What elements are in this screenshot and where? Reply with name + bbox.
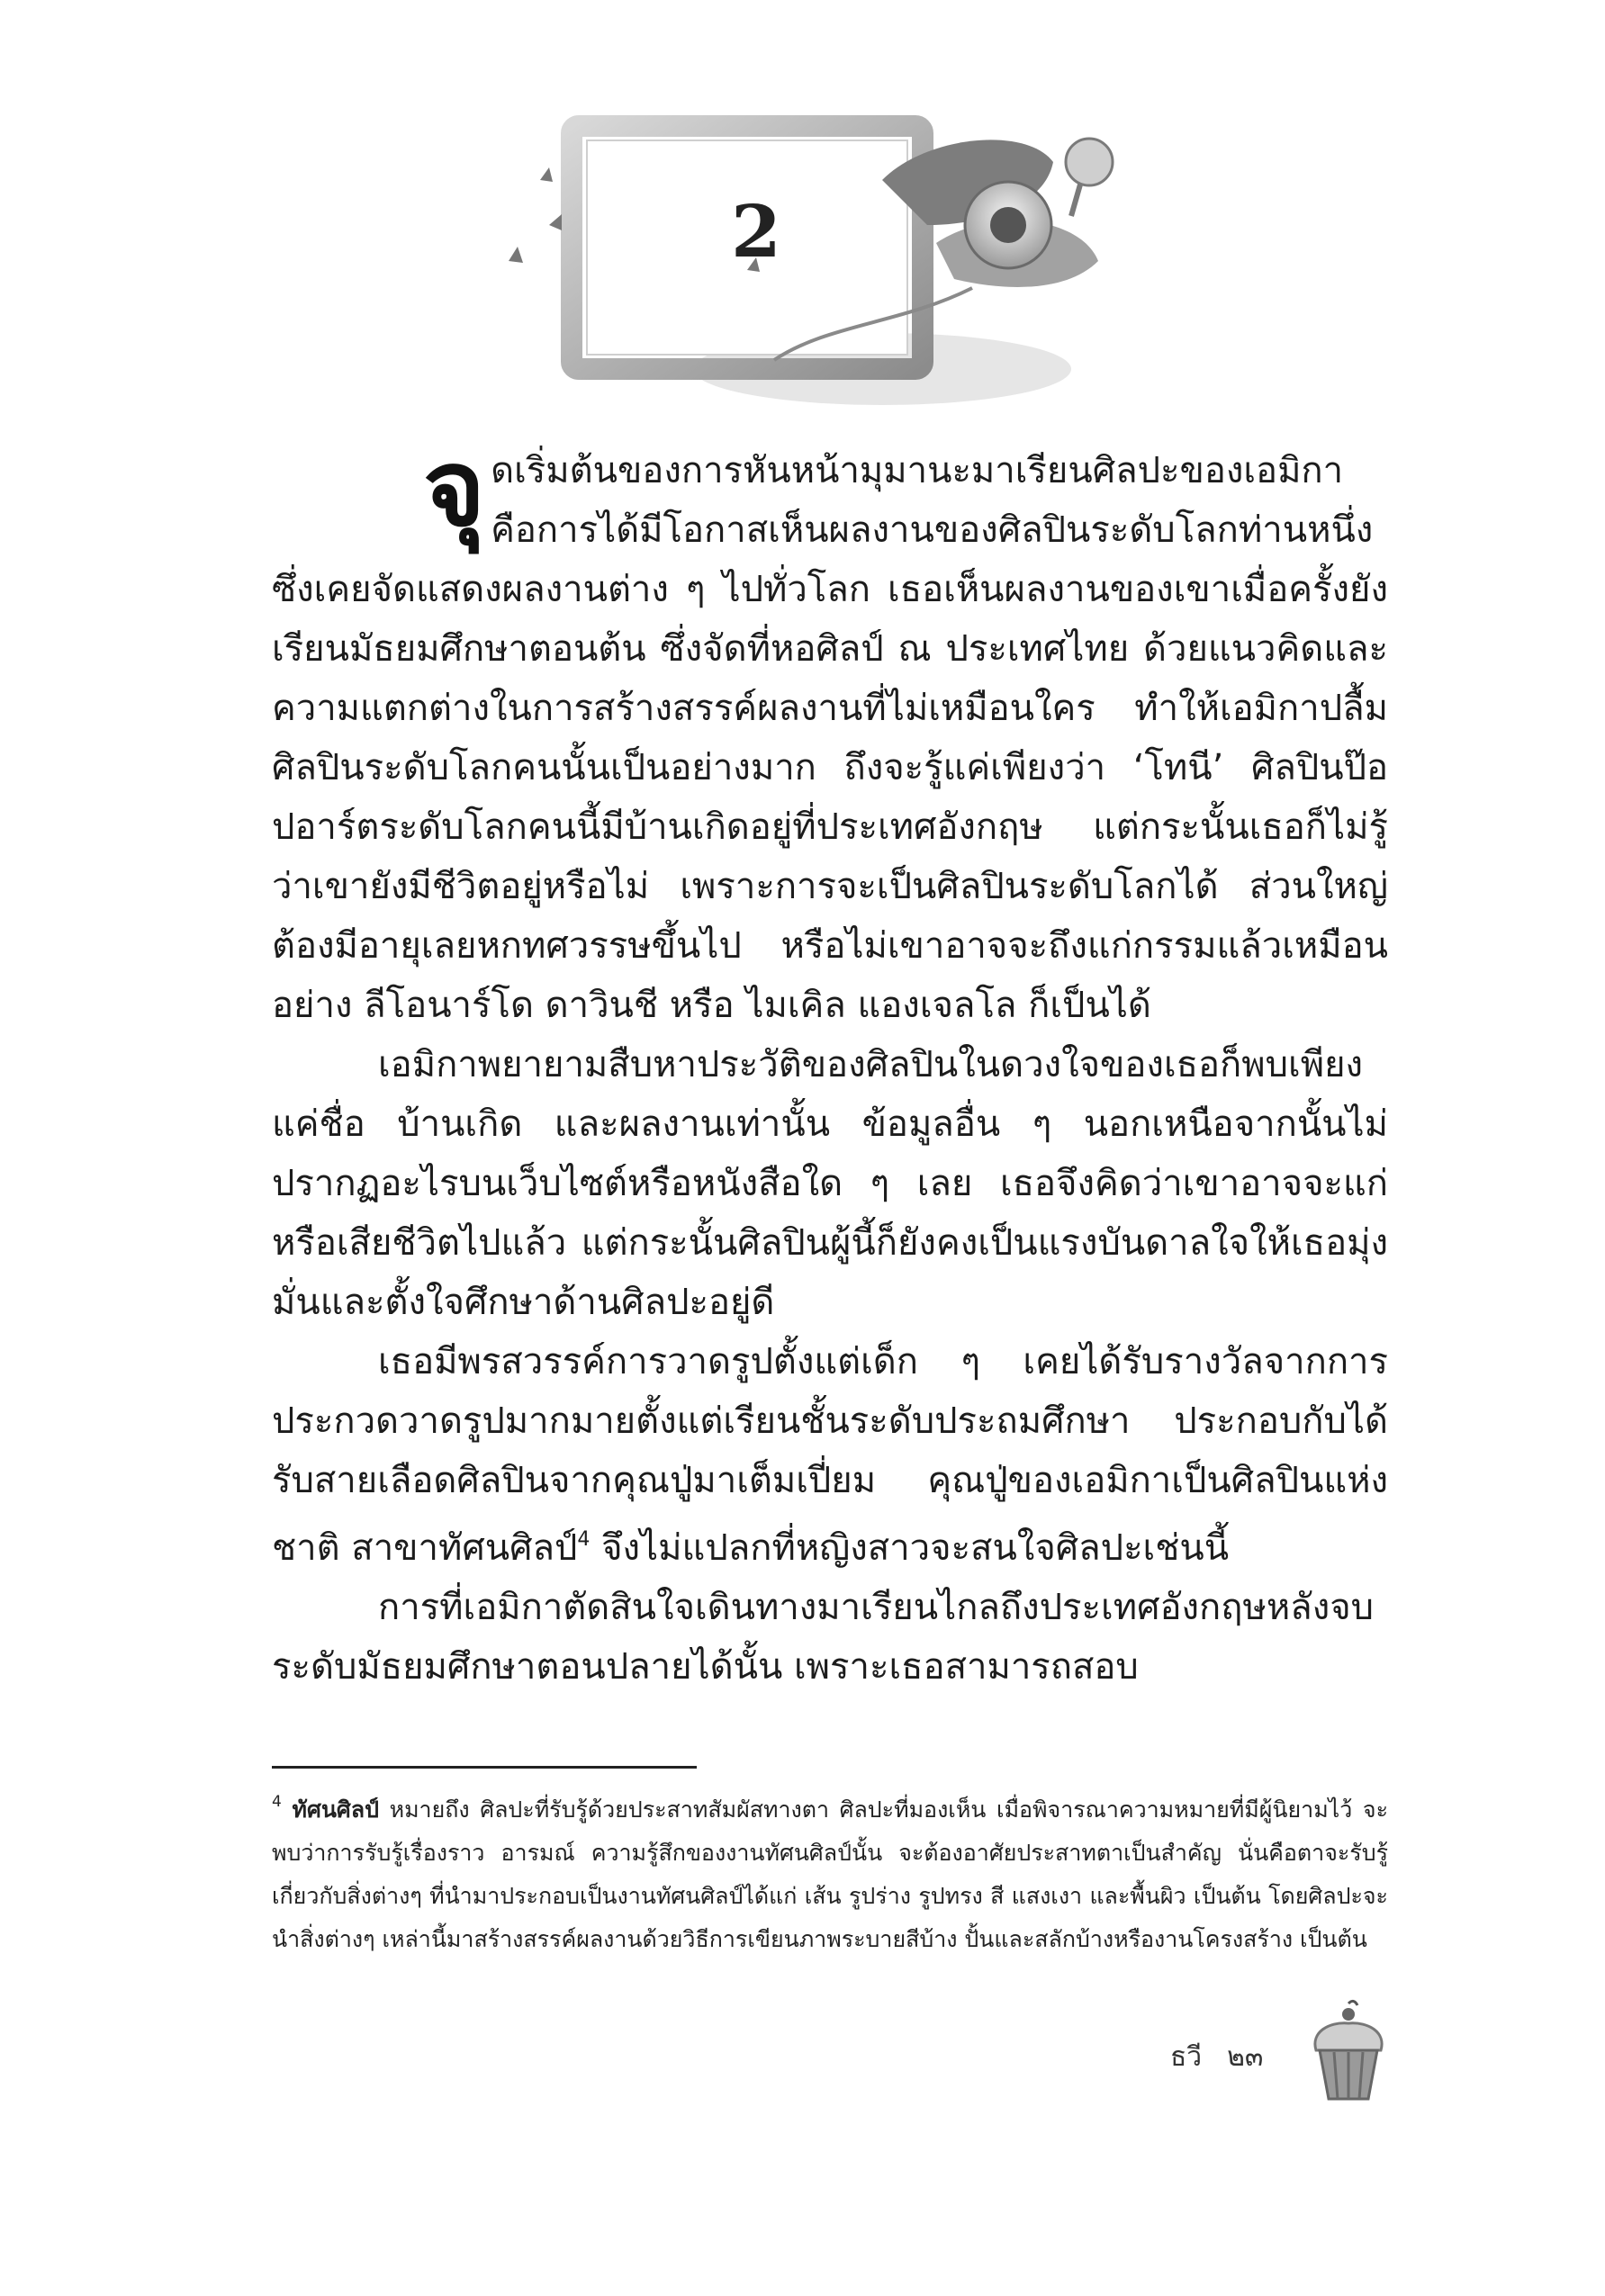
footnote: [272, 1780, 1388, 1961]
body-text: [272, 425, 1388, 1697]
paragraph-3: [272, 1332, 1388, 1578]
book-title: ธวี: [1170, 2040, 1203, 2073]
chapter-number: 2: [731, 189, 781, 274]
footnote-number: 4: [272, 1793, 282, 1811]
paragraph-4: การที่เอมิกาตัดสินใจเดินทางมาเรียนไกลถึงประเทศอังกฤษหลังจบระดับมัธยมศึกษาตอนปลายได้นั้น เพราะเธอสามารถสอบ: [272, 1587, 1375, 1688]
footnote-divider: [272, 1766, 697, 1769]
paragraph-1-text: ดเริ่มต้นของการหันหน้ามุมานะมาเรียนศิลปะของเอมิกาคือการได้มีโอกาสเห็นผลงานของศิลปินระดับโลกท่านหนึ่งซึ่งเคยจัดแสดงผลงานต่าง ๆ ไปทั่วโลก เธอเห็นผลงานของเขาเมื่อครั้งยังเรียนมัธยมศึกษาตอนต้น ซึ่งจัดที่หอศิลป์ ณ ประเทศไทย ด้วยแนวคิดและความแตกต่างในการสร้างสรรค์ผลงานที่ไม่เหมือนใคร ทำให้เอมิกาปลื้มศิลปินระดับโลกคนนั้นเป็นอย่างมาก ถึงจะรู้แค่เพียงว่า ‘โทนี’ ศิลปินป๊อปอาร์ตระดับโลกคนนี้มีบ้านเกิดอยู่ที่ประเทศอังกฤษ แต่กระนั้นเธอก็ไม่รู้ว่าเขายังมีชีวิตอยู่หรือไม่ เพราะการจะเป็นศิลปินระดับโลกได้ ส่วนใหญ่ต้องมีอายุเลยหกทศวรรษขึ้นไป หรือไม่เขาอาจจะถึงแก่กรรมแล้วเหมือนอย่าง ลีโอนาร์โด ดาวินชี หรือ ไมเคิล แองเจลโล ก็เป็นได้: [272, 450, 1388, 1026]
footnote-reference[interactable]: 4: [577, 1528, 591, 1551]
footnote-term: ทัศนศิลป์: [292, 1796, 379, 1823]
cupcake-icon: [1303, 1998, 1393, 2106]
page-number: ๒๓: [1227, 2040, 1264, 2073]
page-footer: [1170, 2030, 1263, 2084]
paragraph-1: [272, 425, 1388, 1035]
footnote-text: หมายถึง ศิลปะที่รับรู้ด้วยประสาทสัมผัสทางตา ศิลปะที่มองเห็น เมื่อพิจารณาความหมายที่มีผู้นิยามไว้ จะพบว่าการรับรู้เรื่องราว อารมณ์ ความรู้สึกของงานทัศนศิลป์นั้น จะต้องอาศัยประสาทตาเป็นสำคัญ นั่นคือตาจะรับรู้เกี่ยวกับสิ่งต่างๆ ที่นำมาประกอบเป็นงานทัศนศิลป์ได้แก่ เส้น รูปร่าง รูปทรง สี แสงเงา และพื้นผิว เป็นต้น โดยศิลปะจะนำสิ่งต่างๆ เหล่านี้มาสร้างสรรค์ผลงานด้วยวิธีการเขียนภาพระบายสีบ้าง ปั้นและสลักบ้างหรืองานโครงสร้าง เป็นต้น: [272, 1796, 1388, 1952]
paragraph-3-text-after: จึงไม่แปลกที่หญิงสาวจะสนใจศิลปะเช่นนี้: [590, 1527, 1230, 1569]
paragraph-3-text-before: เธอมีพรสวรรค์การวาดรูปตั้งแต่เด็ก ๆ เคยได้รับรางวัลจากการประกวดวาดรูปมากมายตั้งแต่เรียนชั้นระดับประถมศึกษา ประกอบกับได้รับสายเลือดศิลปินจากคุณปู่มาเต็มเปี่ยม คุณปู่ของเอมิกาเป็นศิลปินแห่งชาติ สาขาทัศนศิลป์: [272, 1341, 1388, 1569]
paragraph-2: เอมิกาพยายามสืบหาประวัติของศิลปินในดวงใจของเธอก็พบเพียงแค่ชื่อ บ้านเกิด และผลงานเท่านั้น ข้อมูลอื่น ๆ นอกเหนือจากนั้นไม่ปรากฏอะไรบนเว็บไซต์หรือหนังสือใด ๆ เลย เธอจึงคิดว่าเขาอาจจะแก่หรือเสียชีวิตไปแล้ว แต่กระนั้นศิลปินผู้นี้ก็ยังคงเป็นแรงบันดาลใจให้เธอมุ่งมั่นและตั้งใจศึกษาด้านศิลปะอยู่ดี: [272, 1044, 1388, 1323]
drop-cap: จุ: [423, 425, 486, 550]
